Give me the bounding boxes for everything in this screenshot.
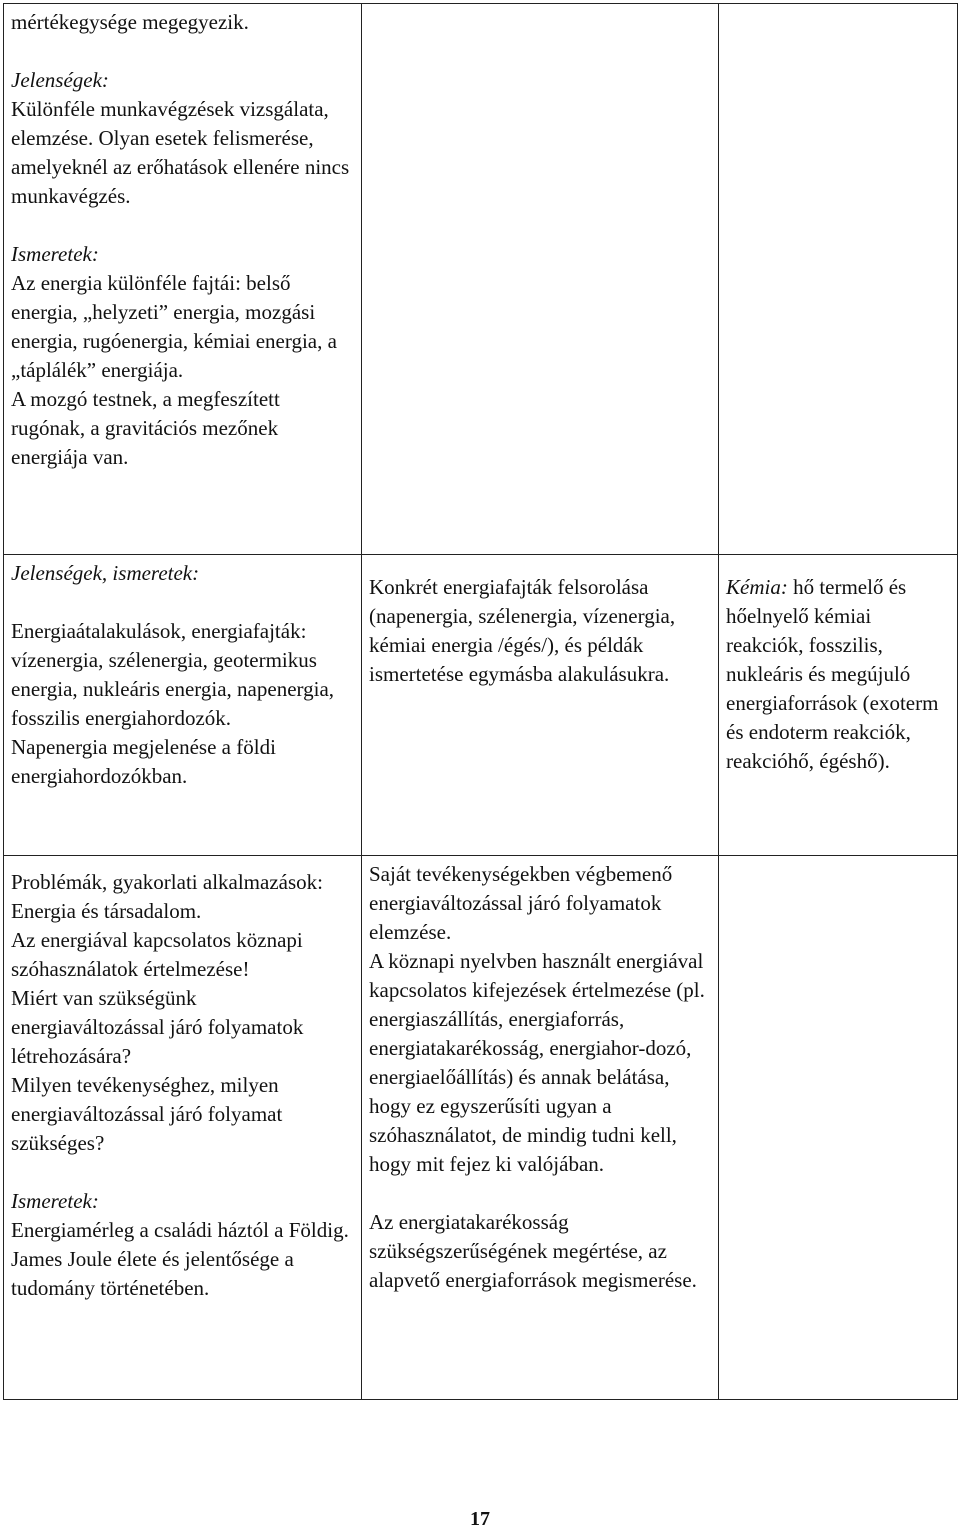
table-cell <box>719 4 958 555</box>
curriculum-table <box>3 3 958 1400</box>
crossref-subject: Kémia: <box>726 575 788 599</box>
text-paragraph: Saját tevékenységekben végbemenő energiaváltozással járó folyamatok elemzése. <box>369 862 673 944</box>
section-heading: Jelenségek, ismeretek: <box>11 561 200 585</box>
text-paragraph: Energiamérleg a családi háztól a Földig. <box>11 1218 349 1242</box>
table-cell <box>719 555 958 856</box>
table-cell <box>719 856 958 1400</box>
table-row <box>4 4 958 555</box>
text-paragraph: Problémák, gyakorlati alkalmazások: <box>11 870 323 894</box>
table-row <box>4 555 958 856</box>
crossref-body: hő termelő és hőelnyelő kémiai reakciók, fosszilis, nukleáris és megújuló energiaforrások (exoterm és endoterm reakciók, reakcióhő, égéshő). <box>726 575 939 773</box>
text-paragraph: Konkrét energiafajták felsorolása (napenergia, szélenergia, vízenergia, kémiai energia /égés/), és példák ismertetése egymásba alakulásukra. <box>369 575 676 686</box>
text-paragraph: James Joule élete és jelentősége a tudomány történetében. <box>11 1247 294 1300</box>
text-paragraph: Az energiával kapcsolatos köznapi szóhasználatok értelmezése! <box>11 928 303 981</box>
table-cell <box>4 4 362 555</box>
text-paragraph: vízenergia, szélenergia, geotermikus energia, nukleáris energia, napenergia, fosszilis energiahordozók. <box>11 648 335 730</box>
crossref-text <box>726 573 951 776</box>
text-paragraph: Energia és társadalom. <box>11 899 202 923</box>
table-cell <box>362 856 719 1400</box>
text-paragraph: Az energia különféle fajtái: belső energia, „helyzeti” energia, mozgási energia, rugóenergia, kémiai energia, a „táplálék” energiája. <box>11 271 337 382</box>
text-paragraph: Energiaátalakulások, energiafajták: <box>11 619 307 643</box>
text-paragraph: Az energiatakarékosság szükségszerűségének megértése, az alapvető energiaforrások megismerése. <box>369 1210 697 1292</box>
section-heading: Ismeretek: <box>11 1189 99 1213</box>
table-cell <box>4 856 362 1400</box>
text-paragraph: A mozgó testnek, a megfeszített rugónak, a gravitációs mezőnek energiája van. <box>11 387 280 469</box>
table-row <box>4 856 958 1400</box>
text-paragraph: mértékegysége megegyezik. <box>11 10 249 34</box>
section-heading: Ismeretek: <box>11 242 99 266</box>
table-cell <box>362 555 719 856</box>
text-paragraph: A köznapi nyelvben használt energiával kapcsolatos kifejezések értelmezése (pl. energiaszállítás, energiaforrás, energiatakarékosság, energiahor-dozó, energiaelőállítás) és annak belátása, hogy ez egyszerűsíti ugyan a szóhasználatot, de mindig tudni kell, hogy mit fejez ki valójában. <box>369 949 705 1176</box>
text-paragraph: Különféle munkavégzések vizsgálata, elemzése. Olyan esetek felismerése, amelyeknél az erőhatások ellenére nincs munkavégzés. <box>11 97 350 208</box>
page-number: 17 <box>470 1508 490 1530</box>
text-paragraph: Milyen tevékenységhez, milyen energiaváltozással járó folyamat szükséges? <box>11 1073 283 1155</box>
section-heading: Jelenségek: <box>11 68 109 92</box>
text-paragraph: Napenergia megjelenése a földi energiahordozókban. <box>11 735 276 788</box>
table-cell <box>4 555 362 856</box>
text-paragraph: Miért van szükségünk energiaváltozással járó folyamatok létrehozására? <box>11 986 304 1068</box>
table-cell <box>362 4 719 555</box>
